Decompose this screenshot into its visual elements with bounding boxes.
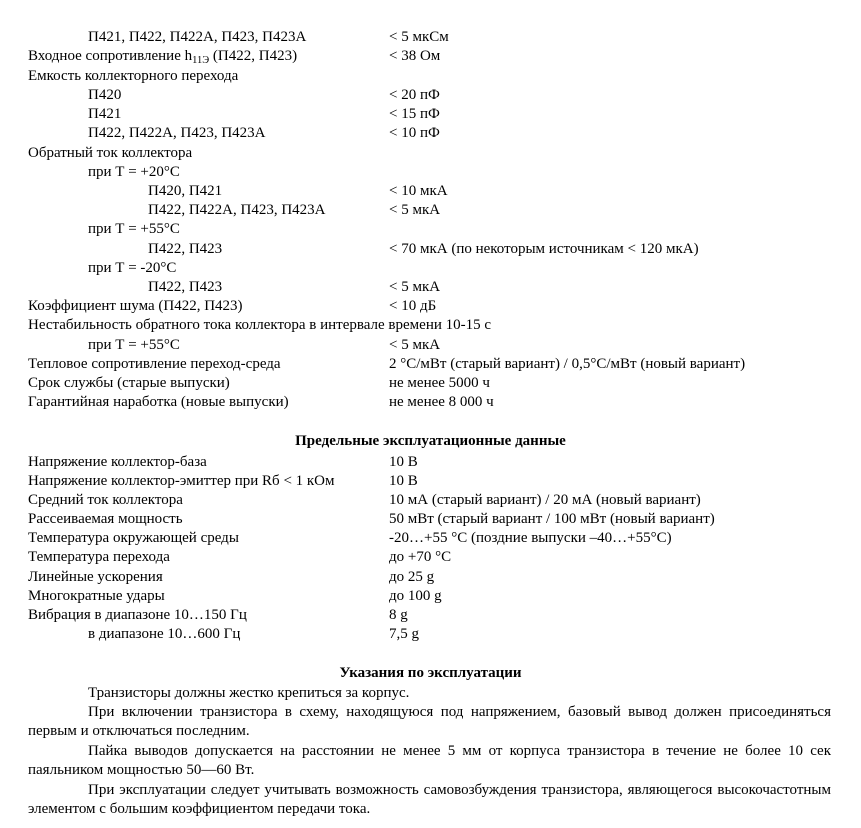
limit-row: [0, 568, 861, 587]
param-label: П422, П423: [148, 279, 223, 295]
limit-row: [0, 472, 861, 491]
param-row: [0, 201, 861, 220]
limit-value: 10 мА (старый вариант) / 20 мА (новый вариант): [389, 492, 701, 508]
limit-row: [0, 548, 861, 567]
param-value: не менее 8 000 ч: [389, 394, 494, 410]
param-label: П422, П422А, П423, П423А: [88, 125, 266, 141]
limit-value: до 100 g: [389, 588, 442, 604]
usage-paragraph: При эксплуатации следует учитывать возможность самовозбуждения транзистора, являющегося высокочастотным элементом с большим коэффициентом передачи тока.: [28, 782, 831, 818]
param-subgroup-header: [0, 220, 861, 239]
param-value: < 38 Ом: [389, 48, 441, 64]
param-row: [0, 355, 861, 374]
param-subgroup-header: [0, 163, 861, 182]
limit-label: в диапазоне 10…600 Гц: [88, 626, 241, 642]
param-label: П420, П421: [148, 183, 223, 199]
param-value: < 15 пФ: [389, 106, 440, 122]
limit-value: 10 В: [389, 454, 418, 470]
limit-row: [0, 453, 861, 472]
param-row: [0, 105, 861, 124]
limit-row: [0, 587, 861, 606]
limit-value: -20…+55 °С (поздние выпуски –40…+55°С): [389, 530, 672, 546]
param-value: < 10 дБ: [389, 298, 437, 314]
limit-value: 10 В: [389, 473, 418, 489]
param-row: [0, 297, 861, 316]
param-group-header: [0, 67, 861, 86]
param-row: [0, 336, 861, 355]
limit-label: Температура окружающей среды: [28, 530, 239, 546]
param-label-text: Входное сопротивление h: [28, 48, 193, 64]
param-row: [0, 86, 861, 105]
limit-row: [0, 625, 861, 644]
param-label: Емкость коллекторного перехода: [28, 68, 239, 84]
param-label: Коэффициент шума (П422, П423): [28, 298, 243, 314]
limit-value: до +70 °С: [389, 549, 452, 565]
param-label: П421, П422, П422А, П423, П423А: [88, 29, 307, 45]
param-value: < 10 пФ: [389, 125, 440, 141]
section-heading: Указания по эксплуатации: [339, 665, 522, 681]
limit-row: [0, 529, 861, 548]
param-label: Обратный ток коллектора: [28, 145, 193, 161]
limit-label: Рассеиваемая мощность: [28, 511, 183, 527]
param-row: [0, 374, 861, 393]
param-row: [0, 124, 861, 143]
limit-label: Средний ток коллектора: [28, 492, 183, 508]
param-row: [0, 182, 861, 201]
limit-label: Линейные ускорения: [28, 569, 163, 585]
limit-value: 8 g: [389, 607, 408, 623]
param-label: П422, П422А, П423, П423А: [148, 202, 326, 218]
param-value: < 5 мкСм: [389, 29, 449, 45]
limit-row: [0, 606, 861, 625]
param-row: [0, 47, 861, 66]
param-label: Срок службы (старые выпуски): [28, 375, 230, 391]
param-value: < 10 мкА: [389, 183, 448, 199]
param-group-header: [0, 144, 861, 163]
limit-value: 7,5 g: [389, 626, 419, 642]
param-label: Гарантийная наработка (новые выпуски): [28, 394, 289, 410]
param-label: при Т = +20°С: [88, 164, 180, 180]
limit-label: Напряжение коллектор-база: [28, 454, 207, 470]
param-value: < 5 мкА: [389, 279, 441, 295]
param-label-suffix: (П422, П423): [209, 48, 298, 64]
param-label: при Т = +55°С: [88, 337, 180, 353]
param-row: [0, 278, 861, 297]
param-value: < 20 пФ: [389, 87, 440, 103]
usage-paragraph: Транзисторы должны жестко крепиться за корпус.: [88, 685, 410, 701]
param-label: П420: [88, 87, 122, 103]
limit-value: 50 мВт (старый вариант / 100 мВт (новый вариант): [389, 511, 715, 527]
param-label: при Т = +55°С: [88, 221, 180, 237]
param-label: при Т = -20°С: [88, 260, 177, 276]
section-heading: Предельные эксплуатационные данные: [295, 433, 566, 449]
param-label-subscript: 11Э: [192, 55, 210, 66]
param-value: не менее 5000 ч: [389, 375, 490, 391]
param-value: < 70 мкА (по некоторым источникам < 120 мкА): [389, 241, 699, 257]
param-row: [0, 28, 861, 47]
param-label: Нестабильность обратного тока коллектора в интервале времени 10-15 с: [28, 317, 492, 333]
param-label: [28, 47, 297, 67]
param-row: [0, 393, 861, 412]
param-value: 2 °С/мВт (старый вариант) / 0,5°С/мВт (новый вариант): [389, 356, 746, 372]
limit-row: [0, 510, 861, 529]
param-label: П422, П423: [148, 241, 223, 257]
limit-label: Температура перехода: [28, 549, 170, 565]
limit-row: [0, 491, 861, 510]
param-value: < 5 мкА: [389, 202, 441, 218]
param-value: < 5 мкА: [389, 337, 441, 353]
limit-label: Вибрация в диапазоне 10…150 Гц: [28, 607, 247, 623]
param-row: [0, 240, 861, 259]
usage-paragraph: Пайка выводов допускается на расстоянии не менее 5 мм от корпуса транзистора в течение не более 10 сек паяльником мощностью 50—60 Вт.: [28, 743, 831, 779]
limit-label: Многократные удары: [28, 588, 165, 604]
param-subgroup-header: [0, 259, 861, 278]
usage-paragraph: При включении транзистора в схему, находящуюся под напряжением, базовый вывод должен присоединяться первым и отключаться последним.: [28, 704, 831, 740]
limit-value: до 25 g: [389, 569, 435, 585]
param-group-header: [0, 316, 861, 335]
param-label: Тепловое сопротивление переход-среда: [28, 356, 281, 372]
limit-label: Напряжение коллектор-эмиттер при Rб < 1 кОм: [28, 473, 335, 489]
param-label: П421: [88, 106, 122, 122]
